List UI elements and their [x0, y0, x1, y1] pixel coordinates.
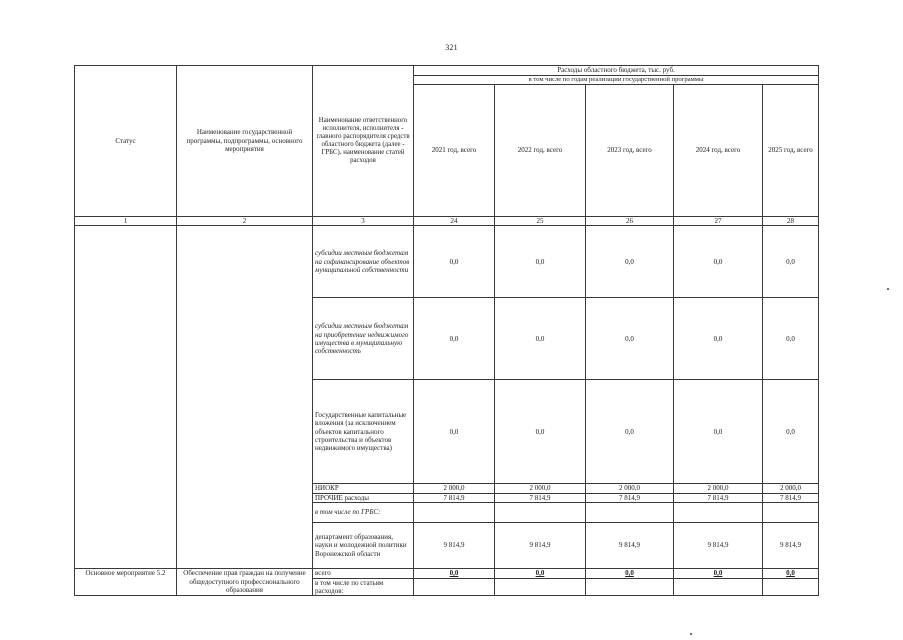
- header-year-2023: 2023 год, всего: [586, 85, 674, 217]
- header-year-2024: 2024 год, всего: [674, 85, 763, 217]
- header-budget-subtitle: в том числе по годам реализации государственной программы: [414, 76, 819, 85]
- value-cell: 2 000,0: [674, 484, 763, 493]
- value-cell: 0,0: [763, 298, 819, 380]
- value-cell: 0,0: [586, 569, 674, 578]
- main-event-status: Основное мероприятие 5.2: [75, 569, 177, 596]
- value-cell: 0,0: [674, 298, 763, 380]
- value-cell: 0,0: [763, 226, 819, 298]
- row-label: в том числе по статьям расходов:: [313, 578, 414, 596]
- page-number: 321: [445, 43, 458, 52]
- header-executor: Наименование ответственного исполнителя, исполнителя - главного распорядителя средств областного бюджета (далее - ГРБС), наименование статей расходов: [313, 66, 414, 217]
- column-number: 28: [763, 217, 819, 226]
- value-cell: 0,0: [586, 298, 674, 380]
- value-cell: 2 000,0: [763, 484, 819, 493]
- program-cell-empty: [177, 226, 313, 569]
- column-number: 27: [674, 217, 763, 226]
- value-cell: 7 814,9: [414, 493, 495, 502]
- column-number: 1: [75, 217, 177, 226]
- scan-speck: [887, 288, 889, 290]
- value-cell-empty: [414, 578, 495, 596]
- value-cell: 0,0: [414, 298, 495, 380]
- value-cell: 0,0: [674, 226, 763, 298]
- value-cell: 0,0: [586, 226, 674, 298]
- value-cell: 9 814,9: [414, 523, 495, 569]
- value-cell: 9 814,9: [763, 523, 819, 569]
- row-label: департамент образования, науки и молодежной политики Воронежской области: [313, 523, 414, 569]
- column-numbers-row: [75, 217, 819, 226]
- row-label: Государственные капитальные вложения (за исключением объектов капитального строительства и объектов недвижимого имущества): [313, 380, 414, 484]
- value-cell: 7 814,9: [763, 493, 819, 502]
- column-number: 25: [495, 217, 586, 226]
- scan-speck: [690, 633, 692, 635]
- header-year-2025: 2025 год, всего: [763, 85, 819, 217]
- value-cell: [586, 503, 674, 523]
- value-cell: 7 814,9: [495, 493, 586, 502]
- value-cell: 0,0: [674, 380, 763, 484]
- value-cell: [495, 503, 586, 523]
- value-cell-empty: [763, 578, 819, 596]
- value-cell: 0,0: [763, 380, 819, 484]
- column-number: 3: [313, 217, 414, 226]
- value-cell: [763, 503, 819, 523]
- value-cell: 0,0: [495, 380, 586, 484]
- value-cell: 0,0: [495, 569, 586, 578]
- row-label: в том числе по ГРБС:: [313, 503, 414, 523]
- header-year-2022: 2022 год, всего: [495, 85, 586, 217]
- column-number: 24: [414, 217, 495, 226]
- row-label: субсидии местным бюджетам на софинансирование объектов муниципальной собственности: [313, 226, 414, 298]
- row-label: ПРОЧИЕ расходы: [313, 493, 414, 502]
- value-cell-empty: [586, 578, 674, 596]
- budget-table: [74, 65, 819, 596]
- column-number: 26: [586, 217, 674, 226]
- value-cell: 2 000,0: [586, 484, 674, 493]
- header-year-2021: 2021 год, всего: [414, 85, 495, 217]
- value-cell: 0,0: [495, 226, 586, 298]
- value-cell: [674, 503, 763, 523]
- row-label: всего: [313, 569, 414, 578]
- header-row-1: [75, 66, 819, 76]
- row-label: НИОКР: [313, 484, 414, 493]
- value-cell: 9 814,9: [674, 523, 763, 569]
- value-cell: 0,0: [674, 569, 763, 578]
- table-row: [75, 569, 819, 578]
- value-cell: 2 000,0: [495, 484, 586, 493]
- row-label: субсидии местным бюджетам на приобретение недвижимого имущества в муниципальную собственность: [313, 298, 414, 380]
- value-cell: 0,0: [414, 569, 495, 578]
- header-budget-title: Расходы областного бюджета, тыс. руб.: [414, 66, 819, 76]
- value-cell: 9 814,9: [495, 523, 586, 569]
- column-number: 2: [177, 217, 313, 226]
- value-cell: 0,0: [414, 226, 495, 298]
- header-program-name: Наименование государственной программы, подпрограммы, основного мероприятия: [177, 66, 313, 217]
- value-cell: 7 814,9: [674, 493, 763, 502]
- value-cell-empty: [674, 578, 763, 596]
- table-row: [75, 226, 819, 298]
- main-event-name: Обеспечение прав граждан на получение общедоступного профессионального образования: [177, 569, 313, 596]
- value-cell: 0,0: [495, 298, 586, 380]
- value-cell-empty: [495, 578, 586, 596]
- value-cell: 0,0: [414, 380, 495, 484]
- value-cell: 7 814,9: [586, 493, 674, 502]
- status-cell-empty: [75, 226, 177, 569]
- value-cell: [414, 503, 495, 523]
- value-cell: 2 000,0: [414, 484, 495, 493]
- value-cell: 9 814,9: [586, 523, 674, 569]
- value-cell: 0,0: [586, 380, 674, 484]
- header-status: Статус: [75, 66, 177, 217]
- value-cell: 0,0: [763, 569, 819, 578]
